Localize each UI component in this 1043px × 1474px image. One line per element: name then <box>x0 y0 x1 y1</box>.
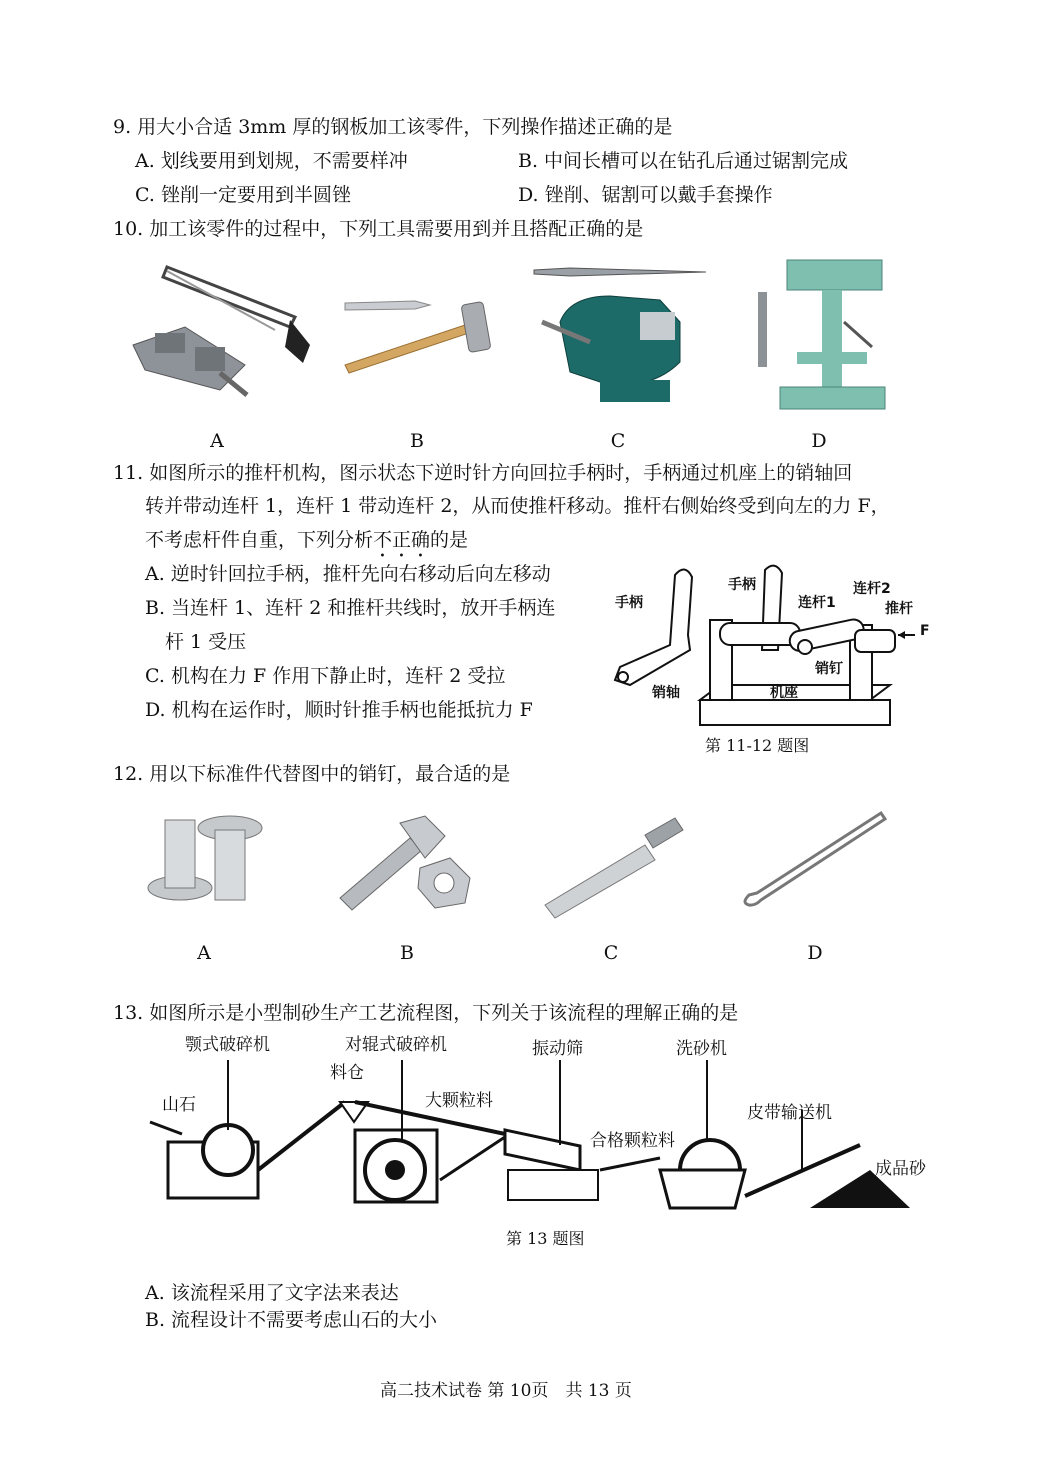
fig13-label-roller-crusher: 对辊式破碎机 <box>345 1035 447 1055</box>
tap-icon <box>758 292 767 367</box>
q10-image-b <box>335 285 505 385</box>
q9-option-c: C. 锉削一定要用到半圆锉 <box>135 184 351 206</box>
q11-option-b-line1: B. 当连杆 1、连杆 2 和推杆共线时，放开手柄连 <box>145 597 556 619</box>
pin-icon <box>148 816 262 900</box>
q10-label-d: D <box>811 430 827 452</box>
q13-option-b: B. 流程设计不需要考虑山石的大小 <box>145 1309 438 1331</box>
bench-vise-icon <box>542 296 680 402</box>
q12-label-d: D <box>807 942 823 964</box>
fig13-label-large-particles: 大颗粒料 <box>425 1091 493 1111</box>
q12-label-c: C <box>603 942 619 964</box>
q11-figure <box>600 555 945 735</box>
q9-option-d: D. 锉削、锯割可以戴手套操作 <box>518 184 773 206</box>
q12-image-c <box>535 810 685 920</box>
fig13-label-sand-washer: 洗砂机 <box>676 1039 727 1059</box>
q12-label-a: A <box>197 942 211 964</box>
fig13-label-vibrating-screen: 振动筛 <box>532 1039 583 1059</box>
fig11-label-force: F <box>920 623 930 639</box>
page-footer: 高二技术试卷 第 10页 共 13 页 <box>380 1381 632 1401</box>
q11-option-c: C. 机构在力 F 作用下静止时，连杆 2 受拉 <box>145 665 506 687</box>
fig13-label-jaw-crusher: 颚式破碎机 <box>185 1035 270 1055</box>
q11-option-b-line2: 杆 1 受压 <box>165 631 247 653</box>
q10-image-c <box>530 262 715 412</box>
q11-option-a: A. 逆时针回拉手柄，推杆先向右移动后向左移动 <box>145 563 551 585</box>
q11-stem-line3-pre: 不考虑杆件自重，下列分析 <box>145 529 374 551</box>
fig11-label-pin: 销钉 <box>815 661 843 677</box>
fig13-label-stone: 山石 <box>162 1095 196 1115</box>
q13-figure <box>140 1030 945 1215</box>
q11-stem-line2: 转并带动连杆 1，连杆 1 带动连杆 2，从而使推杆移动。推杆右侧始终受到向左的力 F， <box>145 495 890 517</box>
drill-vise-icon <box>133 327 247 395</box>
q12-image-b <box>330 808 480 918</box>
q9-stem: 9. 用大小合适 3mm 厚的钢板加工该零件，下列操作描述正确的是 <box>113 116 673 138</box>
q11-stem-line3-post: 的是 <box>430 529 469 551</box>
fig13-label-belt-conveyor: 皮带输送机 <box>747 1103 832 1123</box>
q12-image-d <box>735 805 895 915</box>
q12-image-a <box>140 800 270 920</box>
nut-icon <box>418 858 470 908</box>
q10-label-a: A <box>210 430 224 452</box>
q11-stem-line3 <box>145 528 468 562</box>
drill-press-icon <box>780 260 885 409</box>
q11-stem-line1: 11. 如图所示的推杆机构，图示状态下逆时针方向回拉手柄时，手柄通过机座上的销轴回 <box>113 462 853 484</box>
fig11-label-base: 机座 <box>770 685 798 701</box>
fig13-label-qualified-particles: 合格颗粒料 <box>590 1131 675 1151</box>
q11-emphasis: 不正确 <box>373 529 431 551</box>
q13-figure-caption: 第 13 题图 <box>506 1229 585 1248</box>
fig11-label-pivot: 销轴 <box>652 685 680 701</box>
q10-stem: 10. 加工该零件的过程中，下列工具需要用到并且搭配正确的是 <box>113 218 644 240</box>
hammer-icon <box>345 301 491 373</box>
q10-label-b: B <box>410 430 424 452</box>
center-punch-icon <box>345 301 430 310</box>
fig11-label-link1: 连杆1 <box>798 595 836 611</box>
q11-figure-caption: 第 11-12 题图 <box>705 736 810 755</box>
q9-option-a: A. 划线要用到划规，不需要样冲 <box>135 150 408 172</box>
q13-option-a: A. 该流程采用了文字法来表达 <box>145 1282 399 1304</box>
q12-stem: 12. 用以下标准件代替图中的销钉，最合适的是 <box>113 763 511 785</box>
fig11-label-push-rod: 推杆 <box>885 601 913 617</box>
q12-label-b: B <box>400 942 414 964</box>
fig11-label-handle-left: 手柄 <box>615 595 643 611</box>
fig13-label-hopper: 料仓 <box>330 1063 364 1083</box>
fig11-label-handle-top: 手柄 <box>728 577 756 593</box>
q10-image-a <box>125 255 325 415</box>
q10-label-c: C <box>610 430 626 452</box>
cotter-pin-icon <box>745 813 885 905</box>
q13-stem: 13. 如图所示是小型制砂生产工艺流程图，下列关于该流程的理解正确的是 <box>113 1002 739 1024</box>
fig11-label-link2: 连杆2 <box>853 581 891 597</box>
flat-file-icon <box>534 268 706 276</box>
q10-image-d <box>752 252 892 417</box>
expansion-bolt-icon <box>545 818 683 918</box>
q9-option-b: B. 中间长槽可以在钻孔后通过锯割完成 <box>518 150 849 172</box>
fig13-label-finished-sand: 成品砂 <box>875 1159 926 1179</box>
q11-option-d: D. 机构在运作时，顺时针推手柄也能抵抗力 F <box>145 699 533 721</box>
